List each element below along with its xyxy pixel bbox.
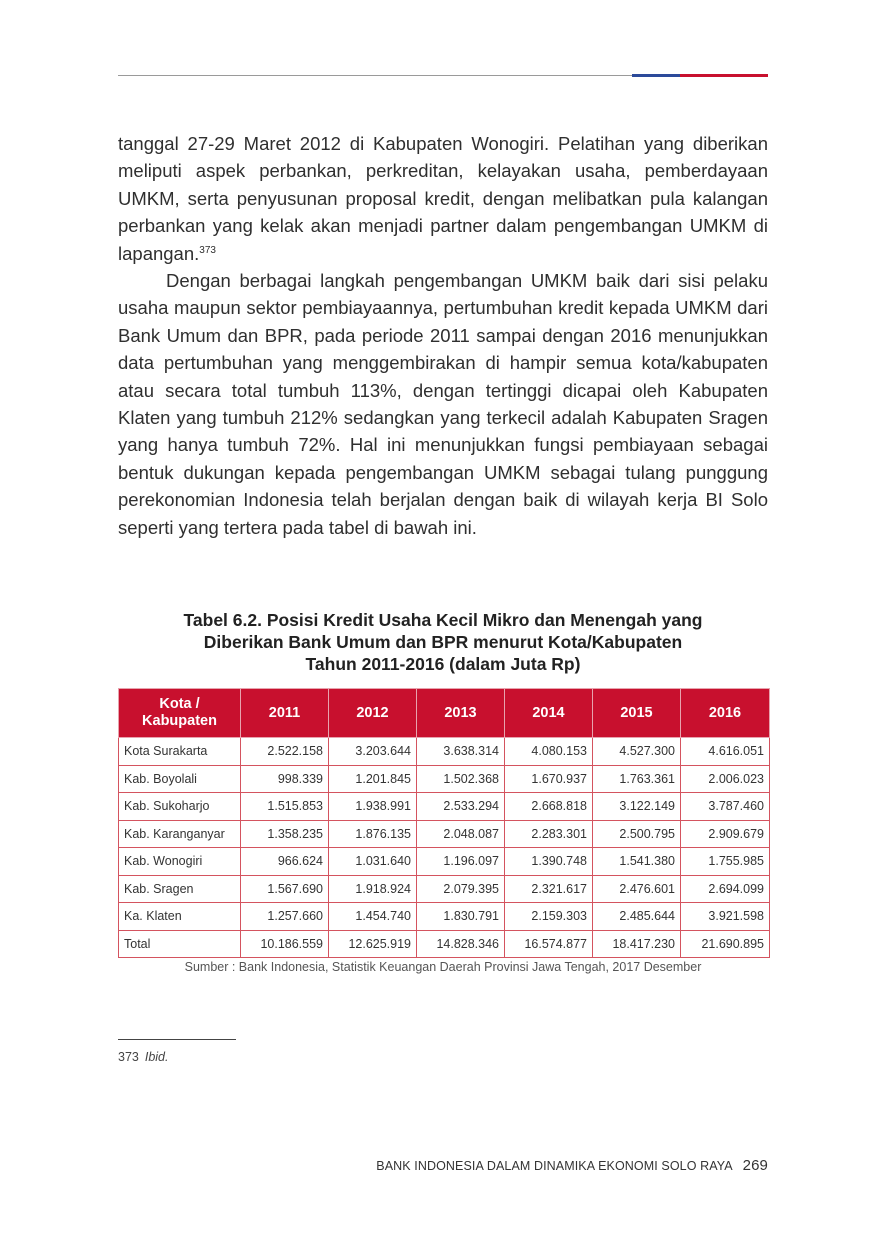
table-row xyxy=(119,875,770,903)
table-cell-value: 2.533.294 xyxy=(417,793,505,821)
footnote-reference[interactable]: 373 xyxy=(199,244,216,256)
table-cell-value: 1.918.924 xyxy=(329,875,417,903)
table-cell-region: Kab. Sukoharjo xyxy=(119,793,241,821)
table-cell-value: 1.670.937 xyxy=(505,765,593,793)
table-cell-value: 1.358.235 xyxy=(241,820,329,848)
table-row xyxy=(119,793,770,821)
table-cell-value: 3.638.314 xyxy=(417,738,505,766)
table-row xyxy=(119,738,770,766)
table-row xyxy=(119,903,770,931)
column-header-2012: 2012 xyxy=(329,689,417,738)
table-cell-value: 2.321.617 xyxy=(505,875,593,903)
footnote xyxy=(118,1050,169,1064)
table-row xyxy=(119,820,770,848)
table-body xyxy=(119,738,770,958)
table-cell-value: 2.668.818 xyxy=(505,793,593,821)
table-cell-value: 2.485.644 xyxy=(593,903,681,931)
table-cell-region: Kab. Karanganyar xyxy=(119,820,241,848)
paragraph-2: Dengan berbagai langkah pengembangan UMKM baik dari sisi pelaku usaha maupun sektor pembiayaannya, pertumbuhan kredit kepada UMKM dari Bank Umum dan BPR, pada periode 2011 sampai dengan 2016 menunjukkan data pertumbuhan yang menggembirakan di hampir semua kota/kabupaten atau secara total tumbuh 113%, dengan tertinggi dicapai oleh Kabupaten Klaten yang tumbuh 212% sedangkan yang terkecil adalah Kabupaten Sragen yang hanya tumbuh 72%. Hal ini menunjukkan fungsi pembiayaan sebagai bentuk dukungan kepada pengembangan UMKM sebagai tulang punggung perekonomian Indonesia telah berjalan dengan baik di wilayah kerja BI Solo seperti yang tertera pada tabel di bawah ini. xyxy=(118,270,768,538)
header-rule-grey xyxy=(118,75,632,76)
running-title: BANK INDONESIA DALAM DINAMIKA EKONOMI SOLO RAYA xyxy=(376,1159,733,1173)
footnote-rule xyxy=(118,1039,236,1040)
table-cell-value: 1.201.845 xyxy=(329,765,417,793)
header-rule-red-accent xyxy=(680,74,768,77)
table-cell-value: 998.339 xyxy=(241,765,329,793)
table-cell-value: 1.031.640 xyxy=(329,848,417,876)
table-cell-value: 3.122.149 xyxy=(593,793,681,821)
table-cell-region: Kota Surakarta xyxy=(119,738,241,766)
paragraph-1: tanggal 27-29 Maret 2012 di Kabupaten Wonogiri. Pelatihan yang diberikan meliputi aspek perbankan, perkreditan, kelayakan usaha, pemberdayaan UMKM, serta penyusunan proposal kredit, dengan melibatkan pula kalangan perbankan yang kelak akan menjadi partner dalam pengembangan UMKM di lapangan.$^{373}$ xyxy=(118,133,768,264)
table-cell-value: 1.938.991 xyxy=(329,793,417,821)
table-cell-value: 4.616.051 xyxy=(681,738,770,766)
table-cell-value: 2.159.303 xyxy=(505,903,593,931)
table-cell-value: 2.283.301 xyxy=(505,820,593,848)
table-cell-value: 1.755.985 xyxy=(681,848,770,876)
table-cell-value: 4.527.300 xyxy=(593,738,681,766)
table-cell-value: 3.921.598 xyxy=(681,903,770,931)
table-cell-value: 3.787.460 xyxy=(681,793,770,821)
table-cell-value: 1.502.368 xyxy=(417,765,505,793)
table-cell-value: 10.186.559 xyxy=(241,930,329,958)
header-rule xyxy=(118,74,768,77)
table-cell-region: Total xyxy=(119,930,241,958)
table-cell-value: 2.500.795 xyxy=(593,820,681,848)
table-cell-value: 1.830.791 xyxy=(417,903,505,931)
column-header-2015: 2015 xyxy=(593,689,681,738)
table-cell-value: 1.390.748 xyxy=(505,848,593,876)
table-cell-value: 1.541.380 xyxy=(593,848,681,876)
table-cell-value: 2.909.679 xyxy=(681,820,770,848)
column-header-2014: 2014 xyxy=(505,689,593,738)
table-cell-value: 4.080.153 xyxy=(505,738,593,766)
table-cell-region: Kab. Boyolali xyxy=(119,765,241,793)
column-header-2013: 2013 xyxy=(417,689,505,738)
table-cell-region: Ka. Klaten xyxy=(119,903,241,931)
table-cell-value: 966.624 xyxy=(241,848,329,876)
footnote-number: 373 xyxy=(118,1050,139,1064)
footnote-text: Ibid. xyxy=(144,1050,169,1064)
table-cell-value: 1.515.853 xyxy=(241,793,329,821)
table-cell-value: 1.567.690 xyxy=(241,875,329,903)
body-text xyxy=(118,130,768,541)
page-number: 269 xyxy=(742,1157,768,1174)
table-cell-value: 1.257.660 xyxy=(241,903,329,931)
column-header-2016: 2016 xyxy=(681,689,770,738)
table-cell-value: 1.454.740 xyxy=(329,903,417,931)
table-row xyxy=(119,765,770,793)
table-cell-value: 18.417.230 xyxy=(593,930,681,958)
table-cell-value: 2.476.601 xyxy=(593,875,681,903)
column-header-region: Kota / Kabupaten xyxy=(119,689,241,738)
table-title: Tabel 6.2. Posisi Kredit Usaha Kecil Mikro dan Menengah yang Diberikan Bank Umum dan BPR menurut Kota/Kabupaten Tahun 2011-2016 (dalam Juta Rp) xyxy=(183,610,703,674)
table-header-row xyxy=(119,689,770,738)
table-source: Sumber : Bank Indonesia, Statistik Keuangan Daerah Provinsi Jawa Tengah, 2017 Desember xyxy=(184,960,702,974)
table-cell-value: 1.196.097 xyxy=(417,848,505,876)
credit-table xyxy=(118,688,770,958)
table-cell-value: 2.006.023 xyxy=(681,765,770,793)
running-footer xyxy=(376,1157,768,1174)
table-cell-value: 3.203.644 xyxy=(329,738,417,766)
table-cell-value: 14.828.346 xyxy=(417,930,505,958)
table-cell-value: 2.522.158 xyxy=(241,738,329,766)
table-cell-value: 2.694.099 xyxy=(681,875,770,903)
column-header-2011: 2011 xyxy=(241,689,329,738)
table-cell-value: 21.690.895 xyxy=(681,930,770,958)
table-cell-region: Kab. Wonogiri xyxy=(119,848,241,876)
table-cell-value: 2.048.087 xyxy=(417,820,505,848)
header-rule-blue-accent xyxy=(632,74,680,77)
table-cell-value: 16.574.877 xyxy=(505,930,593,958)
table-row xyxy=(119,848,770,876)
table-cell-region: Kab. Sragen xyxy=(119,875,241,903)
table-cell-value: 1.876.135 xyxy=(329,820,417,848)
table-row xyxy=(119,930,770,958)
table-cell-value: 12.625.919 xyxy=(329,930,417,958)
table-cell-value: 1.763.361 xyxy=(593,765,681,793)
table-cell-value: 2.079.395 xyxy=(417,875,505,903)
